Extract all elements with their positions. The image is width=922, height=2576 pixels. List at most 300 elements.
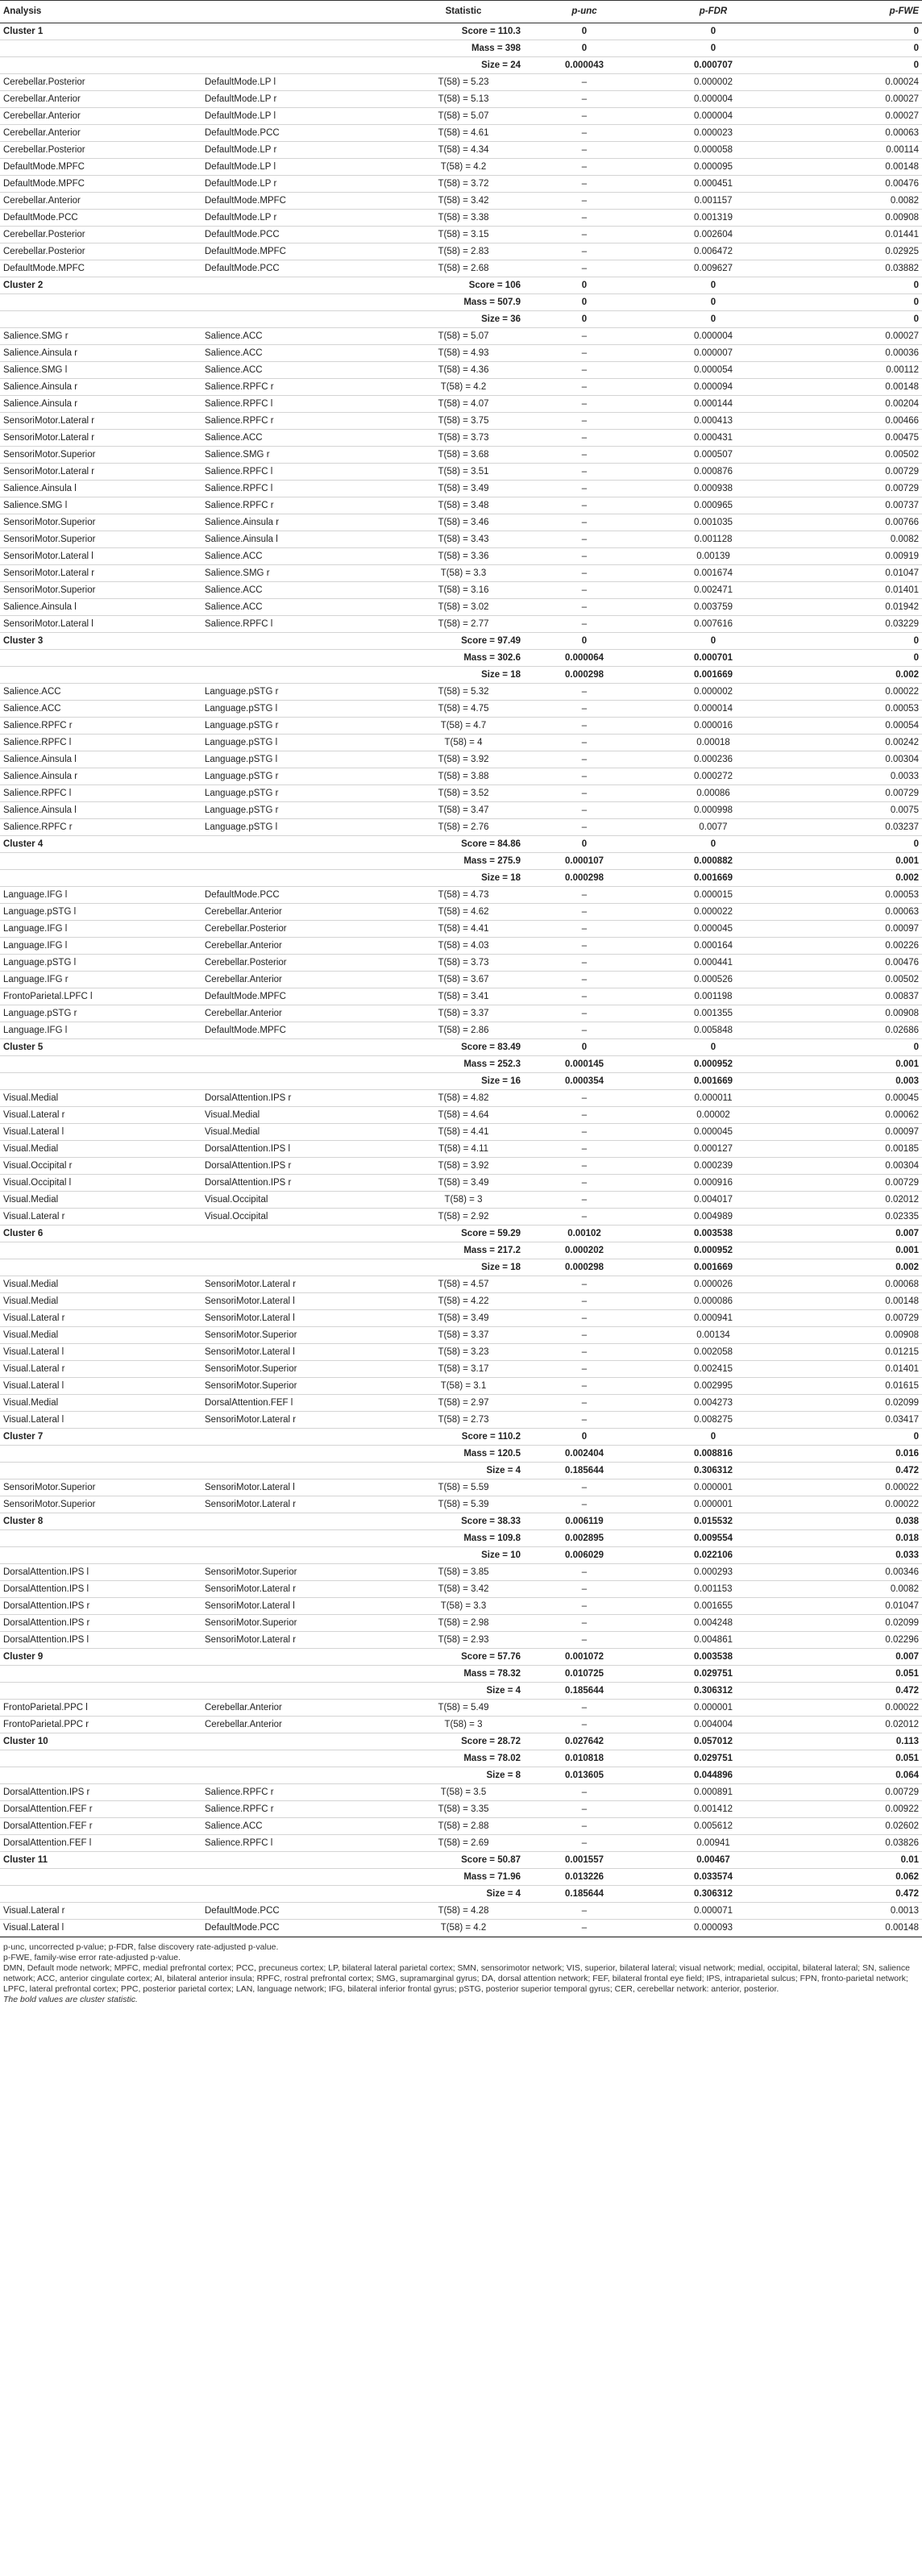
- target-region: DefaultMode.PCC: [205, 264, 280, 273]
- t-statistic: T(58) = 3.43: [438, 535, 489, 544]
- p-unc-value: –: [581, 450, 588, 460]
- p-unc-value: –: [581, 755, 588, 764]
- p-fdr-value: 0: [710, 1042, 716, 1052]
- target-region: SensoriMotor.Lateral l: [205, 1347, 295, 1357]
- t-statistic: T(58) = 3.37: [438, 1009, 489, 1018]
- p-fwe-value: 0.00027: [885, 94, 919, 104]
- target-region: Salience.ACC: [205, 585, 263, 595]
- source-region: Cerebellar.Anterior: [3, 128, 81, 138]
- cluster-label: [0, 870, 403, 887]
- t-statistic: T(58) = 2.98: [438, 1618, 489, 1628]
- t-statistic: T(58) = 4.36: [438, 365, 489, 375]
- t-statistic: T(58) = 3.17: [438, 1364, 489, 1374]
- target-region: DefaultMode.MPFC: [205, 247, 286, 256]
- p-fdr-value: 0.000058: [694, 145, 733, 155]
- p-fwe-value: 0: [913, 653, 919, 663]
- p-fwe-value: 0: [913, 281, 919, 290]
- source-region: Cerebellar.Anterior: [3, 94, 81, 104]
- p-fwe-value: 0: [913, 44, 919, 53]
- source-region: Visual.Lateral l: [3, 1347, 64, 1357]
- p-fdr-value: 0: [710, 314, 716, 324]
- cluster-label: Cluster 2: [3, 281, 44, 290]
- cluster-statistic: Size = 4: [486, 1889, 521, 1899]
- p-unc-value: –: [581, 1500, 588, 1509]
- connection-row: [0, 938, 922, 955]
- p-fwe-value: 0.472: [895, 1889, 919, 1899]
- p-unc-value: 0: [581, 1432, 588, 1442]
- p-unc-value: 0.000043: [565, 60, 604, 70]
- t-statistic: T(58) = 3.23: [438, 1347, 489, 1357]
- p-fwe-value: 0.00204: [885, 399, 919, 409]
- p-unc-value: –: [581, 992, 588, 1001]
- p-fwe-value: 0.00729: [885, 789, 919, 798]
- connection-row: [0, 1192, 922, 1209]
- p-unc-value: –: [581, 1364, 588, 1374]
- p-fdr-value: 0.000431: [694, 433, 733, 443]
- t-statistic: T(58) = 4: [444, 738, 483, 747]
- source-region: SensoriMotor.Superior: [3, 450, 96, 460]
- target-region: Language.pSTG r: [205, 805, 279, 815]
- p-unc-value: –: [581, 331, 588, 341]
- target-region: Language.pSTG l: [205, 755, 278, 764]
- cluster-statistic: Size = 18: [481, 670, 521, 680]
- p-unc-value: –: [581, 738, 588, 747]
- source-region: Salience.RPFC r: [3, 721, 73, 730]
- source-region: Cerebellar.Anterior: [3, 196, 81, 206]
- source-region: Visual.Medial: [3, 1398, 59, 1408]
- p-fdr-value: 0.000127: [694, 1144, 733, 1154]
- cluster-statistic: Size = 10: [481, 1550, 521, 1560]
- cluster-statistic: Score = 28.72: [461, 1737, 521, 1746]
- target-region: DefaultMode.LP r: [205, 179, 277, 189]
- p-unc-value: 0.002895: [565, 1534, 604, 1543]
- p-fdr-value: 0.000236: [694, 755, 733, 764]
- t-statistic: T(58) = 3.51: [438, 467, 489, 476]
- p-fdr-value: 0: [710, 1432, 716, 1442]
- target-region: Cerebellar.Anterior: [205, 975, 282, 984]
- target-region: SensoriMotor.Lateral r: [205, 1280, 297, 1289]
- source-region: Salience.Ainsula r: [3, 348, 78, 358]
- target-region: SensoriMotor.Lateral r: [205, 1635, 297, 1645]
- cluster-label: [0, 40, 403, 57]
- target-region: DorsalAttention.IPS r: [205, 1178, 292, 1188]
- t-statistic: T(58) = 5.59: [438, 1483, 489, 1492]
- cluster-statistic: Size = 4: [486, 1466, 521, 1475]
- p-fdr-value: 0.000016: [694, 721, 733, 730]
- p-unc-value: 0.002404: [565, 1449, 604, 1459]
- cluster-statistic: Score = 106: [468, 281, 521, 290]
- p-unc-value: –: [581, 1178, 588, 1188]
- target-region: Language.pSTG l: [205, 738, 278, 747]
- p-fdr-value: 0.004248: [694, 1618, 733, 1628]
- target-region: Salience.Ainsula r: [205, 518, 280, 527]
- cluster-label: [0, 1547, 403, 1564]
- source-region: Salience.Ainsula l: [3, 755, 77, 764]
- p-unc-value: –: [581, 924, 588, 934]
- cluster-summary-row: [0, 1886, 922, 1903]
- p-fwe-value: 0.00837: [885, 992, 919, 1001]
- t-statistic: T(58) = 3.47: [438, 805, 489, 815]
- target-region: Language.pSTG r: [205, 721, 279, 730]
- p-unc-value: –: [581, 501, 588, 510]
- target-region: DefaultMode.LP r: [205, 94, 277, 104]
- source-region: Language.IFG l: [3, 924, 68, 934]
- target-region: Salience.RPFC l: [205, 484, 273, 493]
- p-unc-value: 0: [581, 298, 588, 307]
- p-unc-value: –: [581, 433, 588, 443]
- t-statistic: T(58) = 4.2: [440, 162, 487, 172]
- p-fdr-value: 0.001128: [694, 535, 733, 544]
- p-fwe-value: 0.0075: [890, 805, 919, 815]
- connection-row: [0, 74, 922, 91]
- p-fwe-value: 0.00346: [885, 1567, 919, 1577]
- p-fwe-value: 0.03237: [885, 822, 919, 832]
- p-fdr-value: 0.306312: [694, 1889, 733, 1899]
- p-unc-value: 0.000298: [565, 873, 604, 883]
- p-fwe-value: 0.113: [895, 1737, 919, 1746]
- connection-row: [0, 108, 922, 125]
- p-fwe-value: 0: [913, 636, 919, 646]
- connection-row: [0, 430, 922, 447]
- p-fwe-value: 0.00304: [885, 1161, 919, 1171]
- p-unc-value: 0.00102: [567, 1229, 601, 1238]
- p-fwe-value: 0.00476: [885, 958, 919, 968]
- t-statistic: T(58) = 4.75: [438, 704, 489, 714]
- target-region: Visual.Occipital: [205, 1212, 268, 1221]
- p-fwe-value: 0.002: [895, 1263, 919, 1272]
- t-statistic: T(58) = 4.41: [438, 1127, 489, 1137]
- connection-row: [0, 1107, 922, 1124]
- p-unc-value: –: [581, 1093, 588, 1103]
- p-fdr-value: 0.008816: [694, 1449, 733, 1459]
- cluster-summary-row: [0, 650, 922, 667]
- p-fdr-value: 0.000916: [694, 1178, 733, 1188]
- source-region: Cerebellar.Posterior: [3, 230, 85, 239]
- source-region: Cerebellar.Posterior: [3, 145, 85, 155]
- p-fwe-value: 0.00922: [885, 1804, 919, 1814]
- p-unc-value: –: [581, 1347, 588, 1357]
- cluster-summary-row: [0, 667, 922, 684]
- p-unc-value: 0.010818: [565, 1754, 604, 1763]
- p-fwe-value: 0.472: [895, 1686, 919, 1696]
- p-unc-value: –: [581, 958, 588, 968]
- p-fdr-value: 0.003538: [694, 1652, 733, 1662]
- p-fdr-value: 0.0077: [699, 822, 728, 832]
- connection-row: [0, 1615, 922, 1632]
- p-fwe-value: 0.03417: [885, 1415, 919, 1425]
- p-fwe-value: 0.064: [895, 1771, 919, 1780]
- p-unc-value: –: [581, 1415, 588, 1425]
- p-fdr-value: 0.000938: [694, 484, 733, 493]
- source-region: DefaultMode.MPFC: [3, 264, 85, 273]
- target-region: Salience.RPFC r: [205, 382, 274, 392]
- p-fdr-value: 0.000004: [694, 331, 733, 341]
- cluster-summary-row: [0, 836, 922, 853]
- source-region: DorsalAttention.FEF r: [3, 1821, 93, 1831]
- p-fdr-value: 0.001412: [694, 1804, 733, 1814]
- connection-row: [0, 514, 922, 531]
- connection-row: [0, 193, 922, 210]
- connection-row: [0, 1818, 922, 1835]
- p-unc-value: –: [581, 1212, 588, 1221]
- p-fdr-value: 0.000026: [694, 1280, 733, 1289]
- p-fwe-value: 0.01047: [885, 1601, 919, 1611]
- t-statistic: T(58) = 4.82: [438, 1093, 489, 1103]
- p-fdr-value: 0.000045: [694, 924, 733, 934]
- target-region: SensoriMotor.Superior: [205, 1567, 297, 1577]
- t-statistic: T(58) = 3.5: [440, 1787, 487, 1797]
- t-statistic: T(58) = 5.32: [438, 687, 489, 697]
- connection-row: [0, 1310, 922, 1327]
- p-fdr-value: 0.000239: [694, 1161, 733, 1171]
- p-fdr-value: 0.001153: [694, 1584, 733, 1594]
- p-unc-value: –: [581, 687, 588, 697]
- table-body: [0, 23, 922, 1937]
- p-fdr-value: 0.000526: [694, 975, 733, 984]
- t-statistic: T(58) = 2.73: [438, 1415, 489, 1425]
- target-region: Visual.Medial: [205, 1110, 260, 1120]
- connection-row: [0, 1395, 922, 1412]
- source-region: Visual.Medial: [3, 1330, 59, 1340]
- source-region: SensoriMotor.Lateral r: [3, 467, 95, 476]
- p-unc-value: 0: [581, 314, 588, 324]
- p-fwe-value: 0.02296: [885, 1635, 919, 1645]
- connection-row: [0, 142, 922, 159]
- source-region: SensoriMotor.Lateral l: [3, 619, 93, 629]
- p-unc-value: –: [581, 602, 588, 612]
- cluster-label: Cluster 1: [3, 27, 44, 36]
- connection-row: [0, 1835, 922, 1852]
- t-statistic: T(58) = 2.69: [438, 1838, 489, 1848]
- t-statistic: T(58) = 3.3: [440, 1601, 487, 1611]
- connection-row: [0, 1496, 922, 1513]
- target-region: SensoriMotor.Lateral l: [205, 1483, 295, 1492]
- target-region: SensoriMotor.Lateral l: [205, 1601, 295, 1611]
- target-region: DefaultMode.LP l: [205, 162, 276, 172]
- cluster-summary-row: [0, 311, 922, 328]
- cluster-label: Cluster 7: [3, 1432, 44, 1442]
- cluster-summary-row: [0, 1056, 922, 1073]
- source-region: SensoriMotor.Lateral r: [3, 416, 95, 426]
- cluster-statistic: Score = 84.86: [461, 839, 521, 849]
- connection-row: [0, 159, 922, 176]
- t-statistic: T(58) = 3.1: [440, 1381, 487, 1391]
- p-fdr-value: 0.001319: [694, 213, 733, 223]
- p-unc-value: 0: [581, 839, 588, 849]
- connection-row: [0, 768, 922, 785]
- p-unc-value: –: [581, 1195, 588, 1205]
- cluster-label: [0, 1242, 403, 1259]
- p-fwe-value: 0.00148: [885, 1923, 919, 1933]
- cluster-statistic: Score = 57.76: [461, 1652, 521, 1662]
- p-unc-value: 0.000107: [565, 856, 604, 866]
- cluster-label: [0, 1767, 403, 1784]
- target-region: SensoriMotor.Lateral l: [205, 1313, 295, 1323]
- target-region: DefaultMode.PCC: [205, 1923, 280, 1933]
- p-unc-value: –: [581, 1009, 588, 1018]
- t-statistic: T(58) = 2.92: [438, 1212, 489, 1221]
- p-fwe-value: 0.007: [895, 1652, 919, 1662]
- p-fwe-value: 0.01942: [885, 602, 919, 612]
- p-fwe-value: 0.00475: [885, 433, 919, 443]
- p-unc-value: 0.000202: [565, 1246, 604, 1255]
- p-unc-value: –: [581, 264, 588, 273]
- p-fwe-value: 0.033: [895, 1550, 919, 1560]
- p-fwe-value: 0.00114: [886, 145, 919, 155]
- target-region: DorsalAttention.FEF l: [205, 1398, 293, 1408]
- column-header-analysis: Analysis: [0, 1, 403, 23]
- source-region: Salience.SMG l: [3, 501, 68, 510]
- p-fwe-value: 0.00502: [885, 975, 919, 984]
- p-fdr-value: 0.000011: [694, 1093, 733, 1103]
- p-unc-value: –: [581, 805, 588, 815]
- cluster-label: [0, 667, 403, 684]
- connection-row: [0, 447, 922, 464]
- source-region: FrontoParietal.PPC l: [3, 1703, 88, 1712]
- connection-row: [0, 362, 922, 379]
- cluster-statistic: Score = 38.33: [461, 1517, 521, 1526]
- p-unc-value: 0.000064: [565, 653, 604, 663]
- t-statistic: T(58) = 4.73: [438, 890, 489, 900]
- t-statistic: T(58) = 3.16: [438, 585, 489, 595]
- p-unc-value: 0: [581, 44, 588, 53]
- p-fdr-value: 0.029751: [694, 1754, 733, 1763]
- t-statistic: T(58) = 5.07: [438, 111, 489, 121]
- p-fdr-value: 0.000002: [694, 687, 733, 697]
- p-fdr-value: 0.000965: [694, 501, 733, 510]
- cluster-statistic: Mass = 217.2: [463, 1246, 521, 1255]
- p-unc-value: –: [581, 1483, 588, 1492]
- p-unc-value: –: [581, 1161, 588, 1171]
- connection-row: [0, 1276, 922, 1293]
- cluster-statistic: Mass = 398: [471, 44, 521, 53]
- p-unc-value: 0.006119: [565, 1517, 604, 1526]
- p-unc-value: –: [581, 416, 588, 426]
- p-fwe-value: 0.00027: [885, 331, 919, 341]
- p-fwe-value: 0.051: [895, 1669, 919, 1679]
- p-fdr-value: 0.007616: [694, 619, 733, 629]
- connection-row: [0, 1158, 922, 1175]
- t-statistic: T(58) = 3.37: [438, 1330, 489, 1340]
- p-fdr-value: 0.000701: [694, 653, 733, 663]
- p-fdr-value: 0.009554: [694, 1534, 733, 1543]
- cluster-label: [0, 1530, 403, 1547]
- p-fdr-value: 0.005612: [694, 1821, 733, 1831]
- p-fdr-value: 0: [710, 636, 716, 646]
- p-fwe-value: 0.00022: [885, 687, 919, 697]
- p-unc-value: –: [581, 890, 588, 900]
- cluster-statistic: Mass = 120.5: [463, 1449, 521, 1459]
- p-fdr-value: 0.004273: [694, 1398, 733, 1408]
- target-region: DefaultMode.PCC: [205, 890, 280, 900]
- p-fwe-value: 0.00024: [885, 77, 919, 87]
- connection-row: [0, 1378, 922, 1395]
- source-region: Salience.ACC: [3, 687, 61, 697]
- p-fwe-value: 0.00097: [885, 924, 919, 934]
- source-region: Cerebellar.Anterior: [3, 111, 81, 121]
- p-fdr-value: 0.001669: [694, 1263, 733, 1272]
- cluster-label: [0, 311, 403, 328]
- cluster-label: Cluster 3: [3, 636, 44, 646]
- table-footnotes: [0, 1937, 922, 2005]
- target-region: DefaultMode.LP r: [205, 145, 277, 155]
- p-fdr-value: 0.000045: [694, 1127, 733, 1137]
- source-region: Salience.Ainsula l: [3, 805, 77, 815]
- p-unc-value: –: [581, 535, 588, 544]
- p-fdr-value: 0.001674: [694, 568, 733, 578]
- p-fwe-value: 0.0082: [890, 196, 919, 206]
- target-region: Language.pSTG r: [205, 789, 279, 798]
- cluster-summary-row: [0, 1242, 922, 1259]
- t-statistic: T(58) = 2.68: [438, 264, 489, 273]
- source-region: SensoriMotor.Lateral r: [3, 568, 95, 578]
- p-unc-value: 0: [581, 281, 588, 290]
- p-unc-value: 0.013605: [565, 1771, 604, 1780]
- p-unc-value: –: [581, 230, 588, 239]
- cluster-summary-row: [0, 57, 922, 74]
- cluster-statistic: Score = 50.87: [461, 1855, 521, 1865]
- cluster-statistic: Size = 36: [481, 314, 521, 324]
- cluster-summary-row: [0, 1547, 922, 1564]
- target-region: Visual.Medial: [205, 1127, 260, 1137]
- p-fdr-value: 0.003538: [694, 1229, 733, 1238]
- target-region: Language.pSTG l: [205, 822, 278, 832]
- p-fdr-value: 0.029751: [694, 1669, 733, 1679]
- cluster-summary-row: [0, 23, 922, 40]
- cluster-label: [0, 1259, 403, 1276]
- source-region: DorsalAttention.IPS r: [3, 1787, 90, 1797]
- p-unc-value: –: [581, 247, 588, 256]
- t-statistic: T(58) = 3.85: [438, 1567, 489, 1577]
- cluster-summary-row: [0, 1733, 922, 1750]
- target-region: Cerebellar.Anterior: [205, 1720, 282, 1729]
- cluster-summary-row: [0, 1750, 922, 1767]
- t-statistic: T(58) = 2.76: [438, 822, 489, 832]
- cluster-statistic: Size = 18: [481, 873, 521, 883]
- source-region: Language.IFG l: [3, 941, 68, 951]
- cluster-summary-row: [0, 633, 922, 650]
- source-region: Salience.Ainsula r: [3, 399, 78, 409]
- cluster-statistic: Size = 16: [481, 1076, 521, 1086]
- source-region: Language.IFG r: [3, 975, 69, 984]
- cluster-statistic: Size = 24: [481, 60, 521, 70]
- footnote-line: DMN, Default mode network; MPFC, medial prefrontal cortex; PCC, precuneus cortex; LP, bilateral lateral parietal cortex; SMN, sensorimotor network; VIS, superior, bilateral lateral; visual network; medial, occipital, bilateral lateral; SN, salience network; ACC, anterior cingulate cortex; AI, bilateral anterior insula; RPFC, rostral prefrontal cortex; SMG, supramarginal gyrus; DA, dorsal attention network; FEF, bilateral frontal eye field; IPS, intraparietal sulcus; FPN, fronto-parietal network; LPFC, lateral prefrontal cortex; PPC, posterior parietal cortex; LAN, language network; IFG, bilateral inferior frontal gyrus; pSTG, posterior superior temporal gyrus; CER, cerebellar network: anterior, posterior.: [3, 1963, 910, 1994]
- t-statistic: T(58) = 4.57: [438, 1280, 489, 1289]
- p-fdr-value: 0.000001: [694, 1483, 733, 1492]
- cluster-statistic: Size = 4: [486, 1686, 521, 1696]
- source-region: Salience.ACC: [3, 704, 61, 714]
- connection-row: [0, 91, 922, 108]
- p-fwe-value: 0.001: [895, 1246, 919, 1255]
- p-fdr-value: 0.000891: [694, 1787, 733, 1797]
- p-fdr-value: 0.002471: [694, 585, 733, 595]
- p-unc-value: 0: [581, 27, 588, 36]
- source-region: Visual.Lateral r: [3, 1364, 65, 1374]
- p-fdr-value: 0.000001: [694, 1703, 733, 1712]
- connection-row: [0, 1784, 922, 1801]
- p-fdr-value: 0.000086: [694, 1296, 733, 1306]
- p-fwe-value: 0.00063: [885, 128, 919, 138]
- target-region: Cerebellar.Posterior: [205, 958, 287, 968]
- connection-row: [0, 1412, 922, 1429]
- connection-row: [0, 243, 922, 260]
- t-statistic: T(58) = 3.15: [438, 230, 489, 239]
- target-region: Salience.RPFC r: [205, 1787, 274, 1797]
- p-fdr-value: 0.00467: [696, 1855, 730, 1865]
- p-fwe-value: 0.003: [895, 1076, 919, 1086]
- connection-row: [0, 1564, 922, 1581]
- p-fdr-value: 0.000941: [694, 1313, 733, 1323]
